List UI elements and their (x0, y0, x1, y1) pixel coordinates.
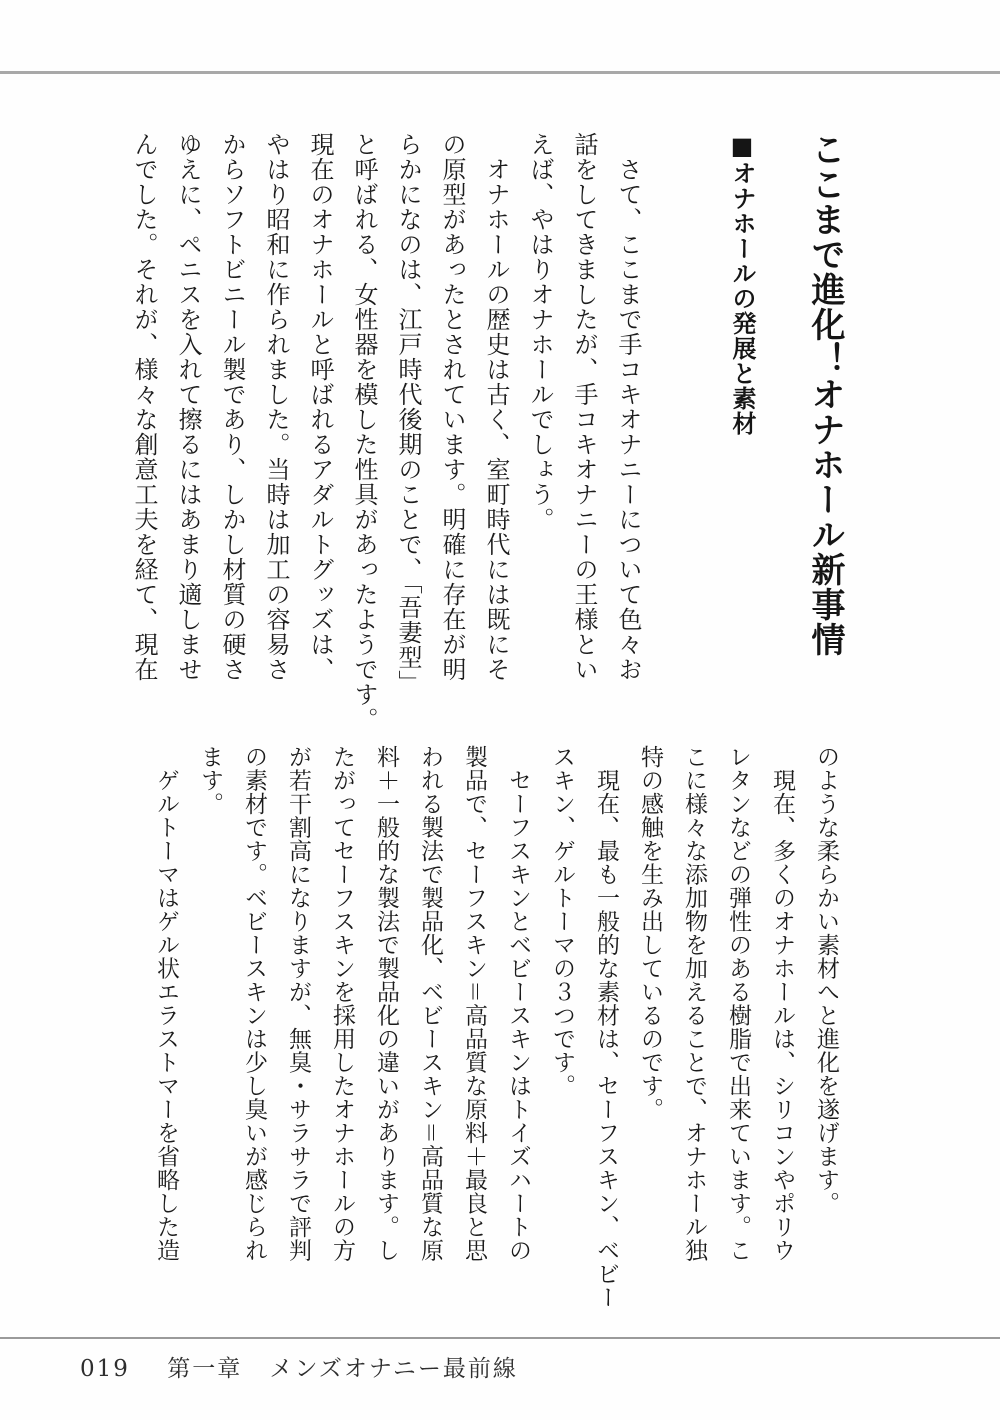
text-column: 特の感触を生み出しているのです。 (637, 745, 663, 1121)
page-footer (80, 1350, 518, 1383)
text-column: レタンなどの弾性のある樹脂で出来ています。こ (725, 745, 751, 1262)
text-column: らかになのは、江戸時代後期のことで、「吾妻型」 (394, 132, 422, 695)
footer-divider-rule (0, 1337, 1000, 1339)
text-column: 料＋一般的な製法で製品化の違いがあります。し (373, 745, 399, 1262)
text-column: さて、ここまで手コキオナニーについて色々お (614, 132, 642, 682)
page-number: 019 (80, 1356, 130, 1382)
text-column: 現在のオナホールと呼ばれるアダルトグッズは、 (306, 132, 334, 682)
text-column: からソフトビニール製であり、しかし材質の硬さ (218, 132, 246, 682)
text-column: 現在、多くのオナホールは、シリコンやポリウ (769, 745, 795, 1262)
text-column: こに様々な添加物を加えることで、オナホール独 (681, 745, 707, 1262)
text-column: ます。 (197, 745, 223, 816)
text-column: えば、やはりオナホールでしょう。 (526, 132, 554, 532)
text-column: ゆえに、ペニスを入れて擦るにはあまり適しませ (174, 132, 202, 682)
article-title: ここまで進化！オナホール新事情 (805, 132, 845, 657)
text-column: と呼ばれる、女性器を模した性具があったようです。 (350, 132, 378, 732)
lower-text-block (144, 745, 848, 1309)
text-column: が若干割高になりますが、無臭・サラサラで評判 (285, 745, 311, 1262)
text-column: の素材です。ベビースキンは少し臭いが感じられ (241, 745, 267, 1262)
upper-text-block (122, 132, 848, 732)
text-column: スキン、ゲルトーマの３つです。 (549, 745, 575, 1098)
text-column: やはり昭和に作られました。当時は加工の容易さ (262, 132, 290, 682)
text-column: 話をしてきましたが、手コキオナニーの王様とい (570, 132, 598, 682)
text-column: 製品で、セーフスキン＝高品質な原料＋最良と思 (461, 745, 487, 1262)
text-column: んでした。それが、様々な創意工夫を経て、現在 (130, 132, 158, 682)
text-column: たがってセーフスキンを採用したオナホールの方 (329, 745, 355, 1262)
text-column: 現在、最も一般的な素材は、セーフスキン、ベビー (593, 745, 619, 1309)
chapter-title: メンズオナニー最前線 (269, 1356, 518, 1382)
chapter-label: 第一章 (167, 1356, 243, 1382)
text-column: の原型があったとされています。明確に存在が明 (438, 132, 466, 682)
top-divider-rule (0, 71, 1000, 74)
text-column: われる製法で製品化、ベビースキン＝高品質な原 (417, 745, 443, 1262)
text-column: オナホールの歴史は古く、室町時代には既にそ (482, 132, 510, 682)
text-column: セーフスキンとベビースキンはトイズハートの (505, 745, 531, 1262)
text-column: ゲルトーマはゲル状エラストマーを省略した造 (153, 745, 179, 1262)
text-column: のような柔らかい素材へと進化を遂げます。 (813, 745, 839, 1215)
section-heading: ■オナホールの発展と素材 (728, 132, 756, 436)
